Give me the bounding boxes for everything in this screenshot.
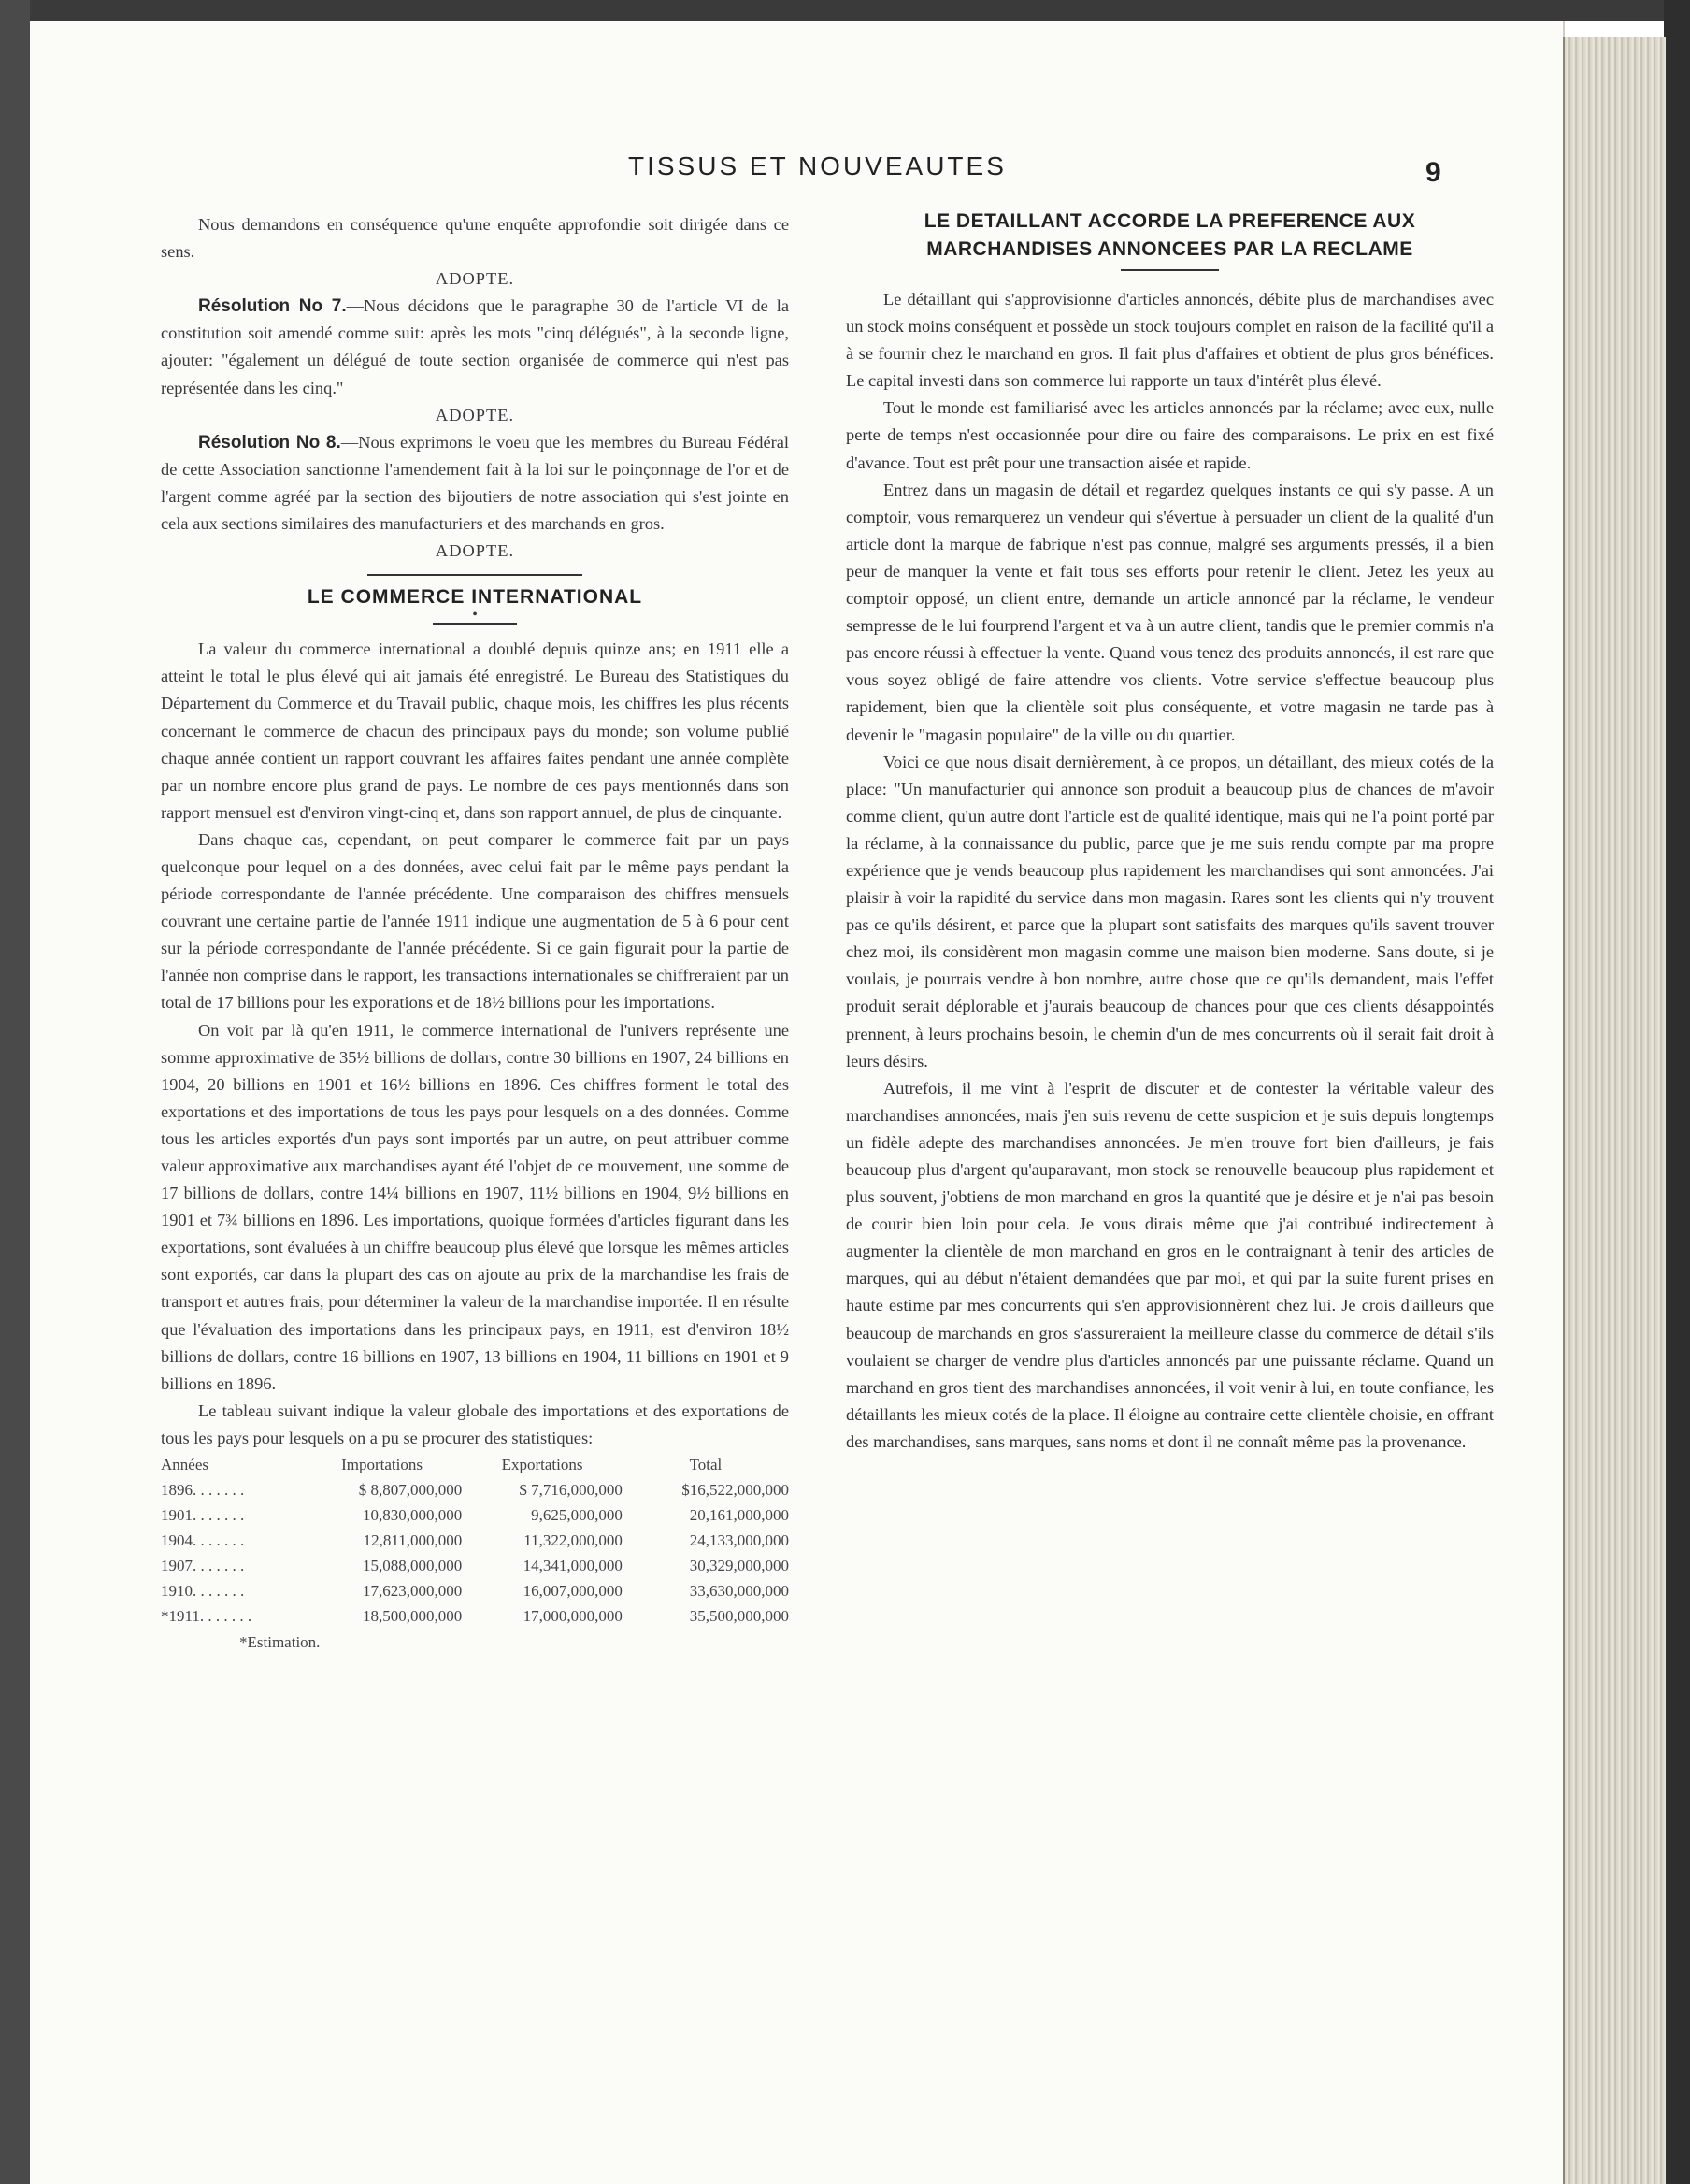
section-title: LE COMMERCE INTERNATIONAL (307, 586, 643, 609)
table-cell: 17,000,000,000 (523, 1607, 623, 1626)
article-title-rule (1121, 269, 1219, 271)
table-row (161, 1477, 789, 1502)
scan-right-border (1664, 0, 1690, 2184)
body-paragraph: Le détaillant qui s'approvisionne d'articles annoncés, débite plus de marchandises avec un stock moins conséquent et possède un stock toujours complet en raison de la facilité qu'il a à se fournir chez le marchand en gros. Il fait plus d'affaires et obtient de plus gros bénéfices. Le capital investi dans son commerce lui rapporte un taux d'intérêt plus élevé. (846, 290, 1494, 391)
table-cell: 1907. . . . . . . (161, 1557, 245, 1575)
resolution-7-label: Résolution No 7. (198, 296, 347, 317)
intro-paragraph: Nous demandons en conséquence qu'une enquête approfondie soit dirigée dans ce sens. (161, 215, 789, 262)
table-cell: 20,161,000,000 (689, 1506, 789, 1525)
column-header: Années (161, 1456, 208, 1474)
adopte-label: ADOPTE. (435, 405, 515, 424)
body-paragraph: On voit par là qu'en 1911, le commerce international de l'univers représente une somme approximative de 35½ billions de dollars, contre 30 billions en 1907, 24 billions en 1904, 20 billions en 1901 et 16½ billions en 1896. Ces chiffres forment le total des exportations et des importations de tous les pays pour lesquels on a des données. Comme tous les articles exportés d'un pays sont importés par un autre, on peut attribuer comme valeur approximative aux marchandises ayant été l'objet de ce mouvement, une somme de 17 billions de dollars, contre 14¼ billions en 1907, 11½ billions en 1904, 9½ billions en 1901 et 7¾ billions en 1896. Les importations, quoique formées d'articles figurant dans les exportations, sont évaluées à un chiffre beaucoup plus élevé que lorsque les mêmes articles sont exportés, car dans la plupart des cas on ajoute au prix de la marchandise les frais de transport et autres frais, pour déterminer la valeur de la marchandise importée. Il en résulte que l'évaluation des importations dans les principaux pays, en 1911, est d'environ 18½ billions de dollars, contre 16 billions en 1907, 13 billions en 1904, 11 billions en 1901 et 9 billions en 1896. (161, 1020, 789, 1393)
body-paragraph: Autrefois, il me vint à l'esprit de discuter et de contester la véritable valeur des marchandises annoncées, mais j'en suis revenu de cette suspicion et je suis depuis longtemps un fidèle adepte des marchandises annoncées. Je m'en trouve fort bien d'ailleurs, je fais beaucoup plus d'argent qu'auparavant, mon stock se renouvelle beaucoup plus rapidement et plus souvent, j'obtiens de mon marchand en gros la quantité que je désire et je n'ai pas besoin de courir bien loin pour cela. Je vous dirais même que j'ai contribué indirectement à augmenter la clientèle de mon marchand en gros en le contraignant à tenir des articles de marques, qui au début n'étaient demandées que par moi, et qui par la suite furent prises en haute estime par mes concurrents qui s'en approvisionnèrent chez lui. Je crois d'ailleurs que beaucoup de marchands en gros s'assureraient la meilleure classe du commerce de détail s'ils voulaient se charger de vendre plus d'articles annoncés par une puissante réclame. Quand un marchand en gros tient des marchandises annoncées, il voit venir à lui, en toute confiance, les détaillants les mieux cotés de la place. Il éloigne au contraire cette clientèle choisie, en offrant des marchandises, sans marques, sans noms et dont il ne connaît même pas la provenance. (846, 1078, 1494, 1451)
column-header: Total (689, 1456, 723, 1474)
table-cell: 24,133,000,000 (689, 1531, 789, 1550)
book-page-edges (1563, 37, 1666, 2184)
scan-top-border (0, 0, 1690, 21)
table-cell: 10,830,000,000 (363, 1506, 463, 1525)
resolution-7 (161, 293, 789, 401)
table-cell: 30,329,000,000 (689, 1557, 789, 1575)
table-row (161, 1502, 789, 1528)
resolution-7-text: —Nous décidons que le paragraphe 30 de l'article VI de la constitution soit amendé comme suit: après les mots "cinq délégués", à la seconde ligne, ajouter: "également un délégué de toute section organisée de commerce qui n'est pas représentée dans les cinq." (161, 296, 790, 397)
body-paragraph: Voici ce que nous disait dernièrement, à ce propos, un détaillant, des mieux cotés de la place: "Un manufacturier qui annonce son produit a beaucoup plus de chances de m'avoir comme client, qu'un autre dont l'article est de qualité identique, mais qui ne l'a point porté par la réclame, à la connaissance du public, parce que je me suis rendu compte par ma propre expérience que je vends beaucoup plus rapidement les marchandises qui sont annoncées. J'ai plaisir à voir la rapidité du service dans mon magasin. Rares sont les clients qui n'y trouvent pas ce qu'ils désirent, et parce que la plupart sont satisfaits des marques qu'ils savent trouver chez moi, ils considèrent mon magasin comme une maison bien moderne. Sans doute, si je voulais, je pourrais vendre à bon nombre, autre chose que ce qu'ils demandent, mais l'effet produit serait déplorable et j'aurais beaucoup de chances pour que ces clients désappointés prennent, à leurs prochains besoin, le chemin d'un de mes concurrents où il serait fait droit à leurs désirs. (846, 752, 1494, 1070)
table-cell: 33,630,000,000 (689, 1582, 789, 1601)
table-cell: 35,500,000,000 (689, 1607, 789, 1626)
statistics-table (161, 1452, 789, 1629)
table-cell: $ 8,807,000,000 (358, 1481, 463, 1500)
section-ornament: • (472, 607, 478, 624)
body-paragraph: Tout le monde est familiarisé avec les articles annoncés par la réclame; avec eux, nulle perte de temps n'est occasionnée pour dire ou faire des comparaisons. Le prix en est fixé d'avance. Tout est prêt pour une transaction aisée et rapide. (846, 398, 1494, 472)
table-row (161, 1553, 789, 1578)
table-cell: 1901. . . . . . . (161, 1506, 245, 1525)
resolution-8 (161, 429, 789, 538)
body-paragraph: Dans chaque cas, cependant, on peut comparer le commerce fait par un pays quelconque pour lequel on a des données, avec celui fait par le même pays pendant la période correspondante de l'année précédente. Une comparaison des chiffres mensuels couvrant une certaine partie de l'année 1911 indique une augmentation de 5 à 6 pour cent sur la période correspondante de l'année précédente. Si ce gain figurait pour la partie de l'année non comprise dans le rapport, les transactions internationales se chiffreraient par un total de 17 billions pour les exporations et de 18½ billions pour les importations. (161, 829, 789, 1013)
adopte-label: ADOPTE. (435, 269, 515, 289)
body-paragraph: Entrez dans un magasin de détail et regardez quelques instants ce qui s'y passe. A un comptoir, vous remarquerez un vendeur qui s'évertue à persuader un client de la qualité d'un article dont la marque de fabrique n'est pas connue, malgré ses arguments pressés, il a bien peur de manquer la vente et fait tous ses efforts pour retenir le client. Jetez les yeux au comptoir opposé, un client entre, demande un article annoncé par la réclame, le vendeur sempresse de le lui fourprend l'argent et va à un autre client, tandis que le premier commis n'a pas encore réussi à effectuer la vente. Quand vous tenez des produits annoncés, il est rare que vous soyez obligé de faire attendre vos clients. Votre service s'effectue beaucoup plus rapidement, bien que la clientèle soit plus conséquente, et votre magasin ne tarde pas à devenir le "magasin populaire" de la ville ou du quartier. (846, 480, 1494, 744)
table-row (161, 1603, 789, 1629)
table-cell: *1911. . . . . . . (161, 1607, 252, 1626)
table-cell: 15,088,000,000 (363, 1557, 463, 1575)
table-cell: $ 7,716,000,000 (519, 1481, 623, 1500)
column-header: Exportations (501, 1456, 583, 1474)
table-cell: 17,623,000,000 (363, 1582, 463, 1601)
scan-left-border (0, 0, 30, 2184)
section-rule (367, 574, 582, 576)
table-cell: 11,322,000,000 (523, 1531, 623, 1550)
table-cell: 18,500,000,000 (363, 1607, 463, 1626)
table-cell: $16,522,000,000 (681, 1481, 789, 1500)
section-rule-short (433, 623, 517, 625)
adopte-label: ADOPTE. (435, 541, 515, 561)
column-header: Importations (341, 1456, 422, 1474)
resolution-8-label: Résolution No 8. (198, 432, 341, 453)
article-title-line-1: LE DETAILLANT ACCORDE LA PREFERENCE AUX (924, 210, 1416, 232)
resolution-8-text: —Nous exprimons le voeu que les membres du Bureau Fédéral de cette Association sanctionne l'amendement fait à la loi sur le poinçonnage de l'or et de l'argent comme agréé par la section des bijoutiers de notre association qui s'est jointe en cela aux sections similaires des manufacturiers et des marchands en gros. (161, 432, 790, 534)
table-cell: 9,625,000,000 (531, 1506, 623, 1525)
table-cell: 14,341,000,000 (523, 1557, 623, 1575)
table-cell: 1904. . . . . . . (161, 1531, 245, 1550)
page-number: 9 (1425, 157, 1441, 188)
table-cell: 1910. . . . . . . (161, 1582, 245, 1601)
running-head: TISSUS ET NOUVEAUTES (628, 151, 1007, 180)
table-row (161, 1528, 789, 1553)
article-title-line-2: MARCHANDISES ANNONCEES PAR LA RECLAME (926, 238, 1413, 260)
table-cell: 1896. . . . . . . (161, 1481, 245, 1500)
right-column (846, 208, 1494, 1456)
body-paragraph: La valeur du commerce international a doublé depuis quinze ans; en 1911 elle a atteint le total le plus élevé qui ait jamais été enregistré. Le Bureau des Statistiques du Département du Commerce et du Travail public, chaque mois, les chiffres les plus récents concernant le commerce de chacun des principaux pays du monde; son volume publié chaque année contient un rapport couvrant les affaires faites pendant une année complète par un nombre encore plus grand de pays. Le nombre de ces pays mentionnés dans son rapport mensuel est d'environ vingt-cinq et, dans son rapport annuel, de plus de cinquante. (161, 639, 789, 822)
left-column (161, 211, 789, 1656)
table-cell: 12,811,000,000 (363, 1531, 463, 1550)
table-row (161, 1578, 789, 1603)
table-header-row (161, 1452, 789, 1477)
table-cell: 16,007,000,000 (523, 1582, 623, 1601)
body-paragraph: Le tableau suivant indique la valeur globale des importations et des exportations de tous les pays pour lesquels on a pu se procurer des statistiques: (161, 1401, 789, 1447)
table-footnote: *Estimation. (239, 1633, 321, 1652)
